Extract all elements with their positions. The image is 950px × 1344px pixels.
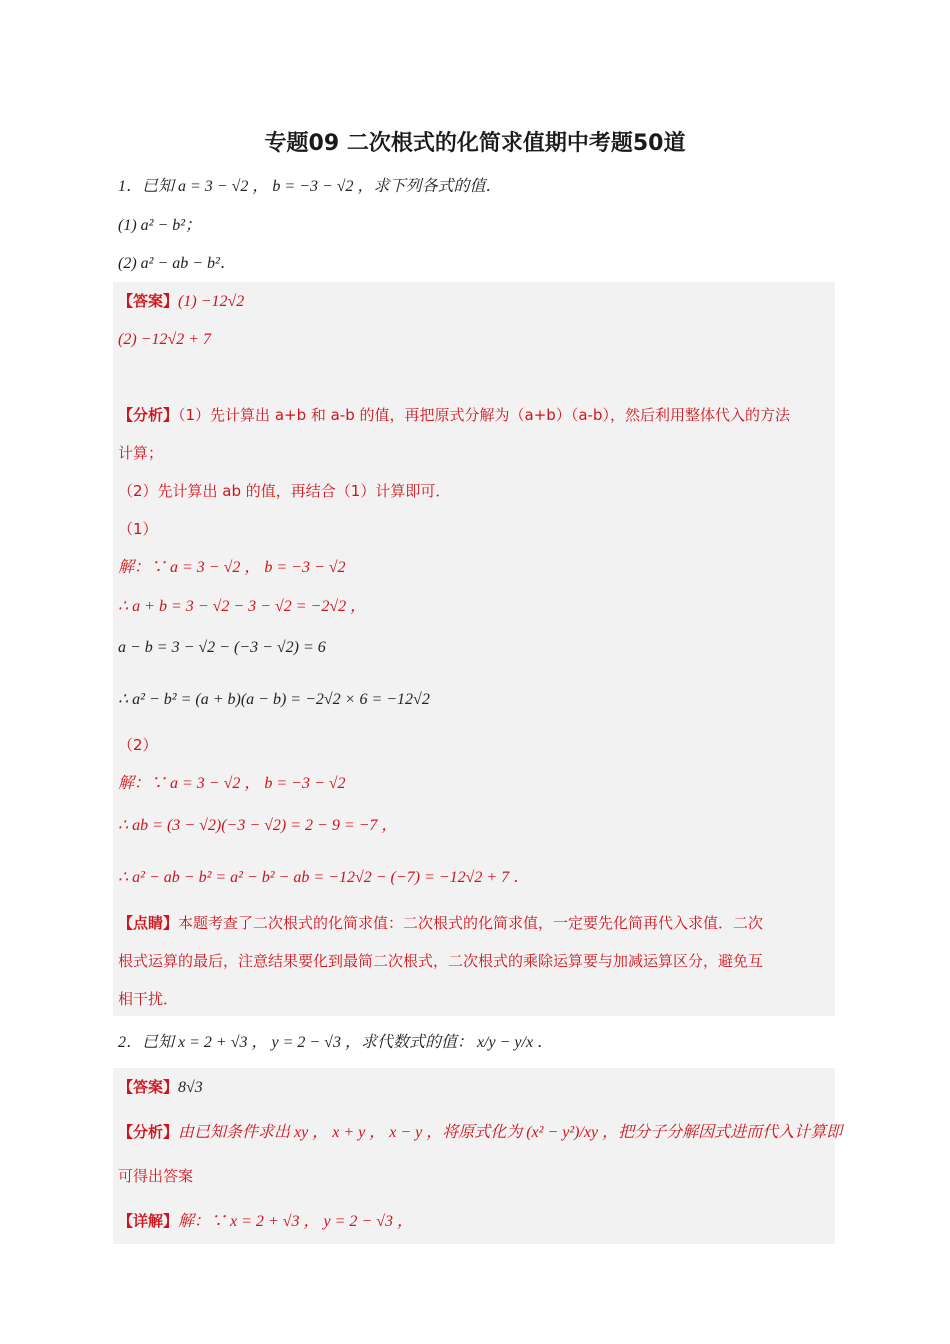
q2-analysis-b: 可得出答案 [118, 1167, 194, 1185]
q2-detail: 解：∵ x = 2 + √3 ， y = 2 − √3 ， [178, 1213, 413, 1230]
answer-tag: 【答案】 [118, 1078, 179, 1096]
q1-part1: (1) a² − b²； [118, 217, 202, 234]
q1-sol2-l3: ∴ a² − ab − b² = a² − b² − ab = −12√2 − (−7) = −12√2 + 7 ． [118, 869, 530, 886]
q1-answer-line [118, 290, 834, 313]
q1-comment-b: 根式运算的最后，注意结果要化到最简二次根式，二次根式的乘除运算要与加减运算区分，避免互 [118, 952, 764, 970]
q1-sol2-label: （2） [118, 736, 158, 754]
q1-analysis-line [118, 404, 834, 426]
q1-answer2: (2) −12√2 + 7 [118, 331, 212, 348]
q1-sol1-label: （1） [118, 520, 158, 538]
q2-stem: 2．已知 x = 2 + √3 ， y = 2 − √3 ，求代数式的值： x/y − y/x ． [118, 1034, 554, 1051]
q1-answer1: (1) −12√2 [178, 293, 245, 310]
comment-tag: 【点睛】 [118, 914, 179, 932]
q1-analysis-c: （2）先计算出 ab 的值，再结合（1）计算即可． [118, 482, 451, 500]
q1-sol1-l3: a − b = 3 − √2 − (−3 − √2) = 6 [118, 639, 326, 656]
q1-part2: (2) a² − ab − b²． [118, 255, 236, 272]
q1-comment-a: 本题考查了二次根式的化简求值：二次根式的化简求值，一定要先化简再代入求值．二次 [178, 914, 764, 932]
q2-answer: 8√3 [178, 1079, 203, 1096]
q1-sol1-l1: 解：∵ a = 3 − √2 ， b = −3 − √2 [118, 559, 346, 576]
detail-tag: 【详解】 [118, 1212, 179, 1230]
q1-sol1-l2: ∴ a + b = 3 − √2 − 3 − √2 = −2√2 ， [118, 598, 367, 615]
q1-sol1-l4: ∴ a² − b² = (a + b)(a − b) = −2√2 × 6 = −12√2 [118, 691, 430, 708]
q1-stem: 1．已知 a = 3 − √2 ， b = −3 − √2 ，求下列各式的值． [118, 178, 502, 195]
q1-sol2-l2: ∴ ab = (3 − √2)(−3 − √2) = 2 − 9 = −7 ， [118, 817, 398, 834]
q2-analysis-a: 由已知条件求出 xy ， x + y ， x − y ，将原式化为 (x² − y²)/xy ，把分子分解因式进而代入计算即 [178, 1124, 843, 1141]
analysis-tag: 【分析】 [118, 1123, 179, 1141]
q1-analysis-b: 计算； [118, 444, 164, 462]
q1-comment-line [118, 912, 834, 934]
q1-analysis-a: （1）先计算出 a+b 和 a-b 的值，再把原式分解为（a+b）（a-b），然后利用整体代入的方法 [178, 406, 790, 424]
q2-analysis-line [118, 1121, 843, 1144]
answer-tag: 【答案】 [118, 292, 179, 310]
page-title: 专题09 二次根式的化简求值期中考题50道 [264, 131, 686, 156]
analysis-tag: 【分析】 [118, 406, 179, 424]
q1-sol2-l1: 解：∵ a = 3 − √2 ， b = −3 − √2 [118, 775, 346, 792]
q2-answer-line [118, 1076, 834, 1099]
q1-comment-c: 相干扰． [118, 990, 179, 1008]
q2-detail-line [118, 1210, 834, 1233]
